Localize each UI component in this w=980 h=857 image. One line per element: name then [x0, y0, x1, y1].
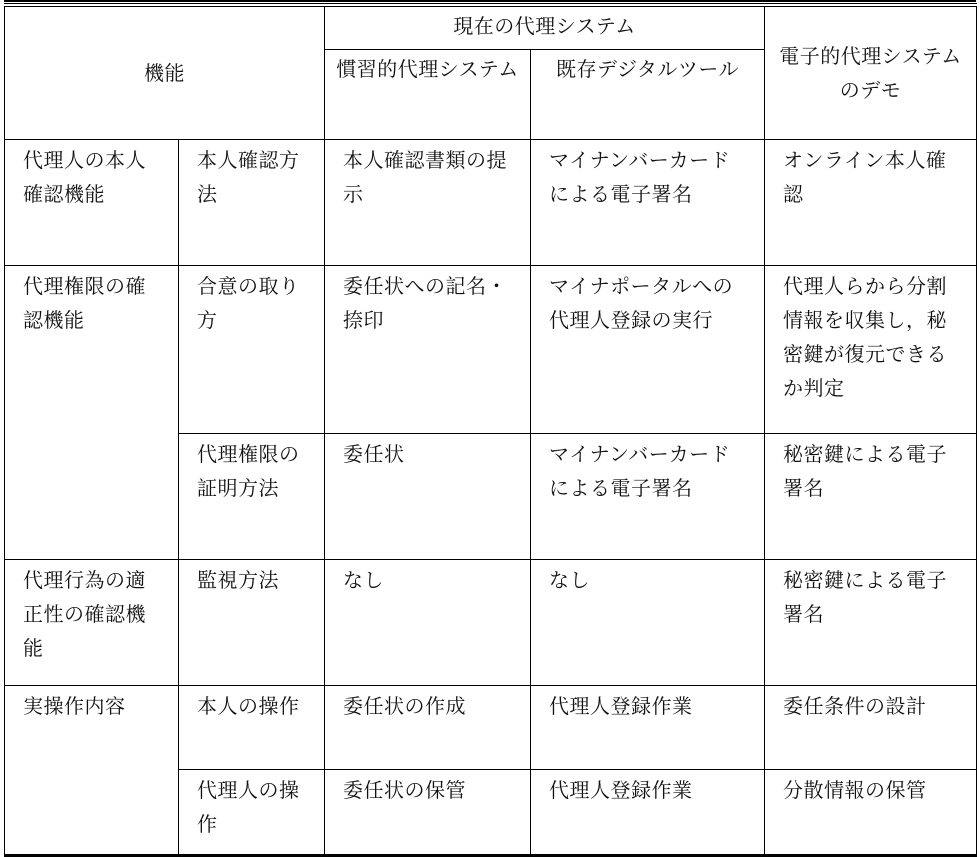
header-existing-digital-tool: 既存デジタルツール [531, 50, 765, 140]
demo-cell: オンライン本人確認 [765, 140, 977, 266]
proxy-system-comparison-table [4, 3, 977, 857]
digital-cell: マイナンバーカードによる電子署名 [531, 140, 765, 266]
demo-cell: 秘密鍵による電子署名 [765, 434, 977, 560]
demo-cell: 代理人らから分割情報を収集し，秘密鍵が復元できるか判定 [765, 266, 977, 434]
category-cell: 代理人の本人確認機能 [5, 140, 179, 266]
digital-cell: なし [531, 560, 765, 686]
digital-cell: マイナンバーカードによる電子署名 [531, 434, 765, 560]
sub-function-cell: 本人の操作 [179, 686, 325, 770]
digital-cell: 代理人登録作業 [531, 686, 765, 770]
header-row-1 [5, 5, 977, 50]
customary-cell: 委任状の保管 [325, 770, 531, 856]
digital-cell: マイナポータルへの代理人登録の実行 [531, 266, 765, 434]
customary-cell: 委任状への記名・捺印 [325, 266, 531, 434]
header-function: 機能 [5, 5, 325, 140]
category-cell: 代理権限の確認機能 [5, 266, 179, 560]
customary-cell: なし [325, 560, 531, 686]
table-row [5, 140, 977, 266]
category-cell: 実操作内容 [5, 686, 179, 856]
category-cell: 代理行為の適正性の確認機能 [5, 560, 179, 686]
customary-cell: 委任状 [325, 434, 531, 560]
table-row [5, 686, 977, 770]
demo-cell: 秘密鍵による電子署名 [765, 560, 977, 686]
header-demo-system: 電子的代理システムのデモ [765, 5, 977, 140]
sub-function-cell: 合意の取り方 [179, 266, 325, 434]
digital-cell: 代理人登録作業 [531, 770, 765, 856]
customary-cell: 委任状の作成 [325, 686, 531, 770]
sub-function-cell: 代理権限の証明方法 [179, 434, 325, 560]
header-current-system: 現在の代理システム [325, 5, 765, 50]
demo-cell: 委任条件の設計 [765, 686, 977, 770]
sub-function-cell: 本人確認方法 [179, 140, 325, 266]
table-row [5, 266, 977, 434]
table-row [5, 560, 977, 686]
header-customary-system: 慣習的代理システム [325, 50, 531, 140]
sub-function-cell: 代理人の操作 [179, 770, 325, 856]
sub-function-cell: 監視方法 [179, 560, 325, 686]
customary-cell: 本人確認書類の提示 [325, 140, 531, 266]
top-rule [4, 0, 976, 2]
demo-cell: 分散情報の保管 [765, 770, 977, 856]
